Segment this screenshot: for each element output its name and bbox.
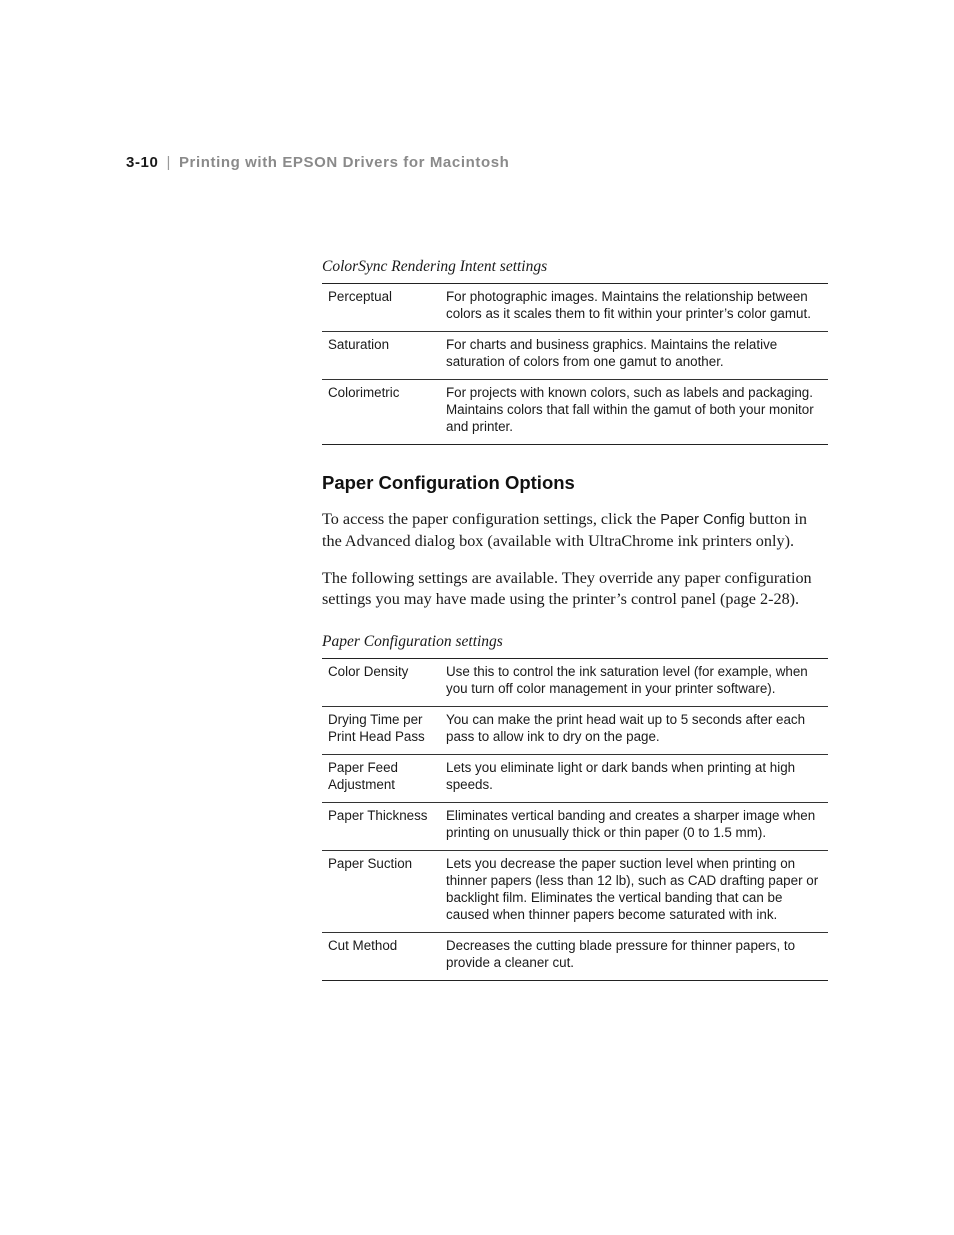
- setting-term: Paper Feed Adjustment: [322, 755, 440, 803]
- paper-config-button-reference: Paper Config: [660, 512, 745, 528]
- setting-term: Drying Time per Print Head Pass: [322, 707, 440, 755]
- setting-term: Paper Thickness: [322, 803, 440, 851]
- setting-description: For photographic images. Maintains the relationship between colors as it scales them to fit within your printer’s color gamut.: [440, 284, 828, 332]
- running-header: [126, 154, 509, 171]
- main-content: [322, 257, 828, 981]
- table-caption-paper-config: Paper Configuration settings: [322, 633, 503, 650]
- body-paragraph-settings: The following settings are available. They override any paper configuration settings you may have made using the printer’s control panel (page 2-28).: [322, 569, 812, 608]
- body-paragraph-access: [322, 509, 828, 552]
- setting-description: Decreases the cutting blade pressure for thinner papers, to provide a cleaner cut.: [440, 933, 828, 981]
- table-row: [322, 707, 828, 755]
- table-row: [322, 933, 828, 981]
- header-separator: |: [166, 154, 171, 171]
- setting-term: Paper Suction: [322, 851, 440, 933]
- table-caption-colorsync: ColorSync Rendering Intent settings: [322, 258, 548, 275]
- paragraph-text: To access the paper configuration settings, click the: [322, 510, 661, 528]
- table-row: [322, 803, 828, 851]
- colorsync-settings-table: [322, 283, 828, 445]
- setting-term: Perceptual: [322, 284, 440, 332]
- paragraph-text: button in the Advanced dialog box (available with UltraChrome ink printers only).: [322, 510, 807, 550]
- page-number: 3-10: [126, 154, 159, 171]
- paper-config-settings-table: [322, 658, 828, 981]
- table-row: [322, 380, 828, 445]
- table-row: [322, 284, 828, 332]
- setting-term: Saturation: [322, 332, 440, 380]
- setting-description: Lets you eliminate light or dark bands when printing at high speeds.: [440, 755, 828, 803]
- table-row: [322, 755, 828, 803]
- setting-term: Color Density: [322, 659, 440, 707]
- section-heading: Paper Configuration Options: [322, 472, 575, 493]
- setting-description: Use this to control the ink saturation level (for example, when you turn off color management in your printer software).: [440, 659, 828, 707]
- setting-description: Eliminates vertical banding and creates a sharper image when printing on unusually thick or thin paper (0 to 1.5 mm).: [440, 803, 828, 851]
- setting-description: For charts and business graphics. Maintains the relative saturation of colors from one gamut to another.: [440, 332, 828, 380]
- chapter-title: Printing with EPSON Drivers for Macintosh: [178, 154, 510, 171]
- setting-term: Cut Method: [322, 933, 440, 981]
- table-row: [322, 332, 828, 380]
- setting-term: Colorimetric: [322, 380, 440, 445]
- setting-description: Lets you decrease the paper suction level when printing on thinner papers (less than 12 lb), such as CAD drafting paper or backlight film. Eliminates the vertical banding that can be caused when thinner papers become saturated with ink.: [440, 851, 828, 933]
- setting-description: For projects with known colors, such as labels and packaging. Maintains colors that fall within the gamut of both your monitor and printer.: [440, 380, 828, 445]
- table-row: [322, 851, 828, 933]
- table-row: [322, 659, 828, 707]
- setting-description: You can make the print head wait up to 5 seconds after each pass to allow ink to dry on the page.: [440, 707, 828, 755]
